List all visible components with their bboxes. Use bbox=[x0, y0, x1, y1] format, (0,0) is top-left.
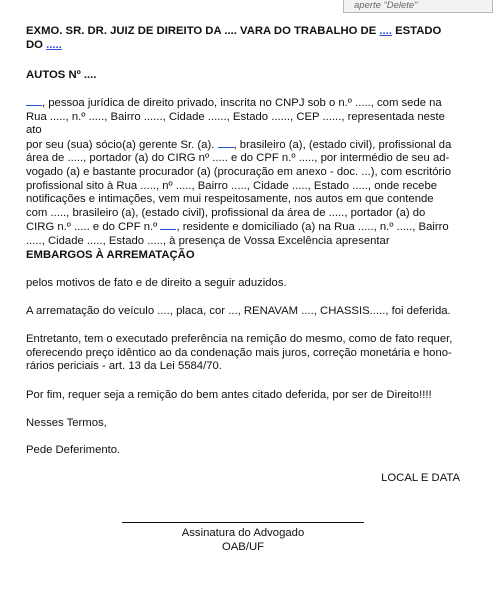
qual-line: , pessoa jurídica de direito privado, inscrita no CNPJ sob o n.º ....., com sede na bbox=[42, 97, 442, 109]
por-fim-text: Por fim, requer seja a remição do bem antes citado deferida, por ser de Direito!!!! bbox=[26, 389, 432, 401]
qual-line: , residente e domiciliado (a) na Rua ....., n.º ....., Bairro bbox=[176, 221, 449, 234]
manager-name-blank[interactable] bbox=[218, 138, 234, 148]
qual-line: notificações e intimações, vem mui respeitosamente, nos autos em que contende bbox=[26, 193, 434, 206]
header-blank-city[interactable]: .... bbox=[379, 25, 392, 37]
motivos-text: pelos motivos de fato e de direito a seguir aduzidos. bbox=[26, 277, 287, 289]
qual-line: profissional sito à Rua ....., nº ....., Bairro ....., Cidade ....., Estado ....., onde recebe bbox=[26, 179, 438, 192]
qual-line: CIRG n.º ..... e do CPF n.º bbox=[26, 221, 161, 234]
court-addressee bbox=[26, 25, 460, 52]
company-name-blank[interactable] bbox=[26, 96, 42, 106]
qual-line: , brasileiro (a), (estado civil), profissional da bbox=[233, 138, 452, 151]
header-line1-text: EXMO. SR. DR. JUIZ DE DIREITO DA .... VARA DO TRABALHO DE bbox=[26, 25, 380, 37]
cpf-blank[interactable] bbox=[160, 220, 176, 230]
header-line2-text: DO bbox=[26, 38, 47, 51]
qualification-paragraph bbox=[26, 96, 460, 249]
qual-line: área de ....., portador (a) do CIRG nº ..... e do CPF n.º ....., por intermédio de seu ad- bbox=[26, 152, 450, 165]
embargos-title: EMBARGOS À ARREMATAÇÃO bbox=[26, 249, 195, 261]
header-line1-end: ESTADO bbox=[391, 25, 442, 37]
entretanto-line: oferecendo preço idêntico ao da condenação mais juros, correção monetária e hono- bbox=[26, 346, 452, 359]
signature-label: Assinatura do Advogado bbox=[181, 527, 305, 539]
entretanto-paragraph bbox=[26, 333, 460, 374]
header-blank-state[interactable]: ..... bbox=[46, 38, 62, 51]
signature-line bbox=[122, 522, 364, 523]
arrematacao-text: A arrematação do veículo ...., placa, cor ..., RENAVAM ...., CHASSIS....., foi deferida. bbox=[26, 305, 451, 317]
entretanto-line: Entretanto, tem o executado preferência na remição do mesmo, como de fato requer, bbox=[26, 333, 453, 345]
nesses-termos-text: Nesses Termos, bbox=[26, 417, 107, 429]
autos-number: AUTOS Nº .... bbox=[26, 69, 97, 81]
entretanto-line: rários periciais - art. 13 da Lei 5584/70. bbox=[26, 360, 222, 373]
qual-line: ....., Cidade ....., Estado ....., à presença de Vossa Excelência apresentar bbox=[26, 234, 390, 247]
qual-line: com ....., brasileiro (a), (estado civil), profissional da área de ....., portador (a) do bbox=[26, 206, 426, 219]
oab-label: OAB/UF bbox=[221, 541, 265, 553]
local-data-text: LOCAL E DATA bbox=[381, 472, 460, 484]
pede-deferimento-text: Pede Deferimento. bbox=[26, 444, 121, 456]
delete-hint-tooltip: aperte “Delete” bbox=[343, 0, 493, 13]
qual-line: vogado (a) e bastante procurador (a) (procuração em anexo - doc. ...), com escritório bbox=[26, 165, 452, 178]
qual-line: por seu (sua) sócio(a) gerente Sr. (a). bbox=[26, 138, 218, 151]
qual-line: Rua ....., n.º ....., Bairro ......, Cidade ......, Estado ......, CEP ......, representada neste ato bbox=[26, 110, 445, 137]
